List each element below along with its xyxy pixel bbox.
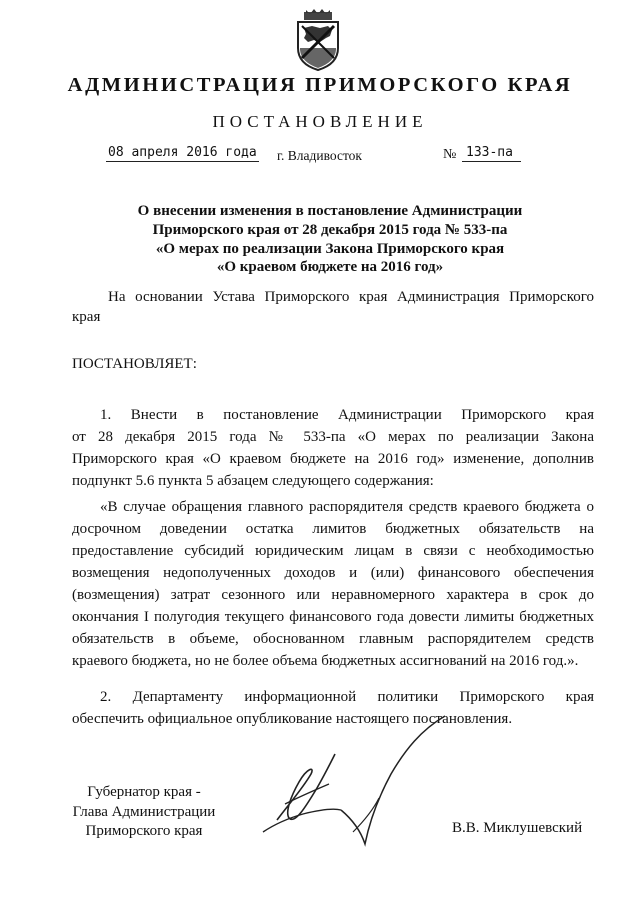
organization-title: АДМИНИСТРАЦИЯ ПРИМОРСКОГО КРАЯ	[67, 74, 573, 96]
quote-line: досрочном доведении остатка лимитов бюджетных обязательств на	[72, 521, 594, 537]
signer-position-line: Губернатор края -	[87, 784, 201, 800]
quote-line: (возмещения) затрат сезонного или неравномерного характера в срок до	[72, 587, 594, 603]
document-type: ПОСТАНОВЛЕНИЕ	[212, 112, 428, 131]
item-2-line: обеспечить официальное опубликование настоящего постановления.	[72, 711, 513, 727]
quote-line: предоставление субсидий юридическим лицам в связи с необходимостью	[72, 543, 594, 559]
coat-of-arms-icon	[286, 8, 350, 72]
item-1-line: от 28 декабря 2015 года № 533-па «О мерах по реализации Закона	[72, 429, 594, 445]
document-number-prefix: №	[443, 147, 457, 162]
preamble	[72, 287, 594, 327]
document-date: 08 апреля 2016 года	[108, 145, 257, 160]
preamble-line: На основании Устава Приморского края Администрация Приморского	[108, 289, 594, 305]
item-2-line: 2. Департаменту информационной политики Приморского края	[100, 689, 594, 705]
quote-line: «В случае обращения главного распорядителя средств краевого бюджета о	[100, 499, 594, 515]
signer-name: В.В. Миклушевский	[452, 820, 583, 836]
quote-line: возмещения недополученных доходов и (или) финансового обеспечения	[72, 565, 594, 581]
signer-position	[64, 783, 224, 842]
item-1	[72, 404, 594, 492]
signer-position-line: Приморского края	[85, 823, 203, 839]
subject-line: О внесении изменения в постановление Администрации	[137, 203, 523, 219]
subject-line: «О краевом бюджете на 2016 год»	[216, 259, 444, 276]
quoted-amendment	[72, 496, 594, 672]
document-number: 133-па	[462, 145, 521, 162]
item-1-line: подпункт 5.6 пункта 5 абзацем следующего содержания:	[72, 473, 434, 489]
item-1-line: 1. Внести в постановление Администрации Приморского края	[100, 407, 594, 423]
resolves-heading: ПОСТАНОВЛЯЕТ:	[72, 356, 197, 372]
document-city: г. Владивосток	[277, 148, 362, 163]
quote-line: обязательств в объеме, обоснованном главным распорядителем средств	[72, 631, 594, 647]
quote-line: краевого бюджета, но не более объема бюджетных ассигнований на 2016 год.».	[72, 653, 579, 669]
subject-line: «О мерах по реализации Закона Приморского края	[155, 240, 505, 257]
handwritten-signature	[245, 712, 465, 852]
document-subject	[70, 202, 590, 277]
preamble-line: края	[72, 309, 101, 325]
subject-line: Приморского края от 28 декабря 2015 года № 533-па	[152, 221, 508, 238]
signer-position-line: Глава Администрации	[72, 803, 216, 820]
quote-line: окончания I полугодия текущего финансового года довести лимиты бюджетных	[72, 609, 594, 625]
item-1-line: Приморского края «О краевом бюджете на 2016 год» изменение, дополнив	[72, 451, 594, 467]
